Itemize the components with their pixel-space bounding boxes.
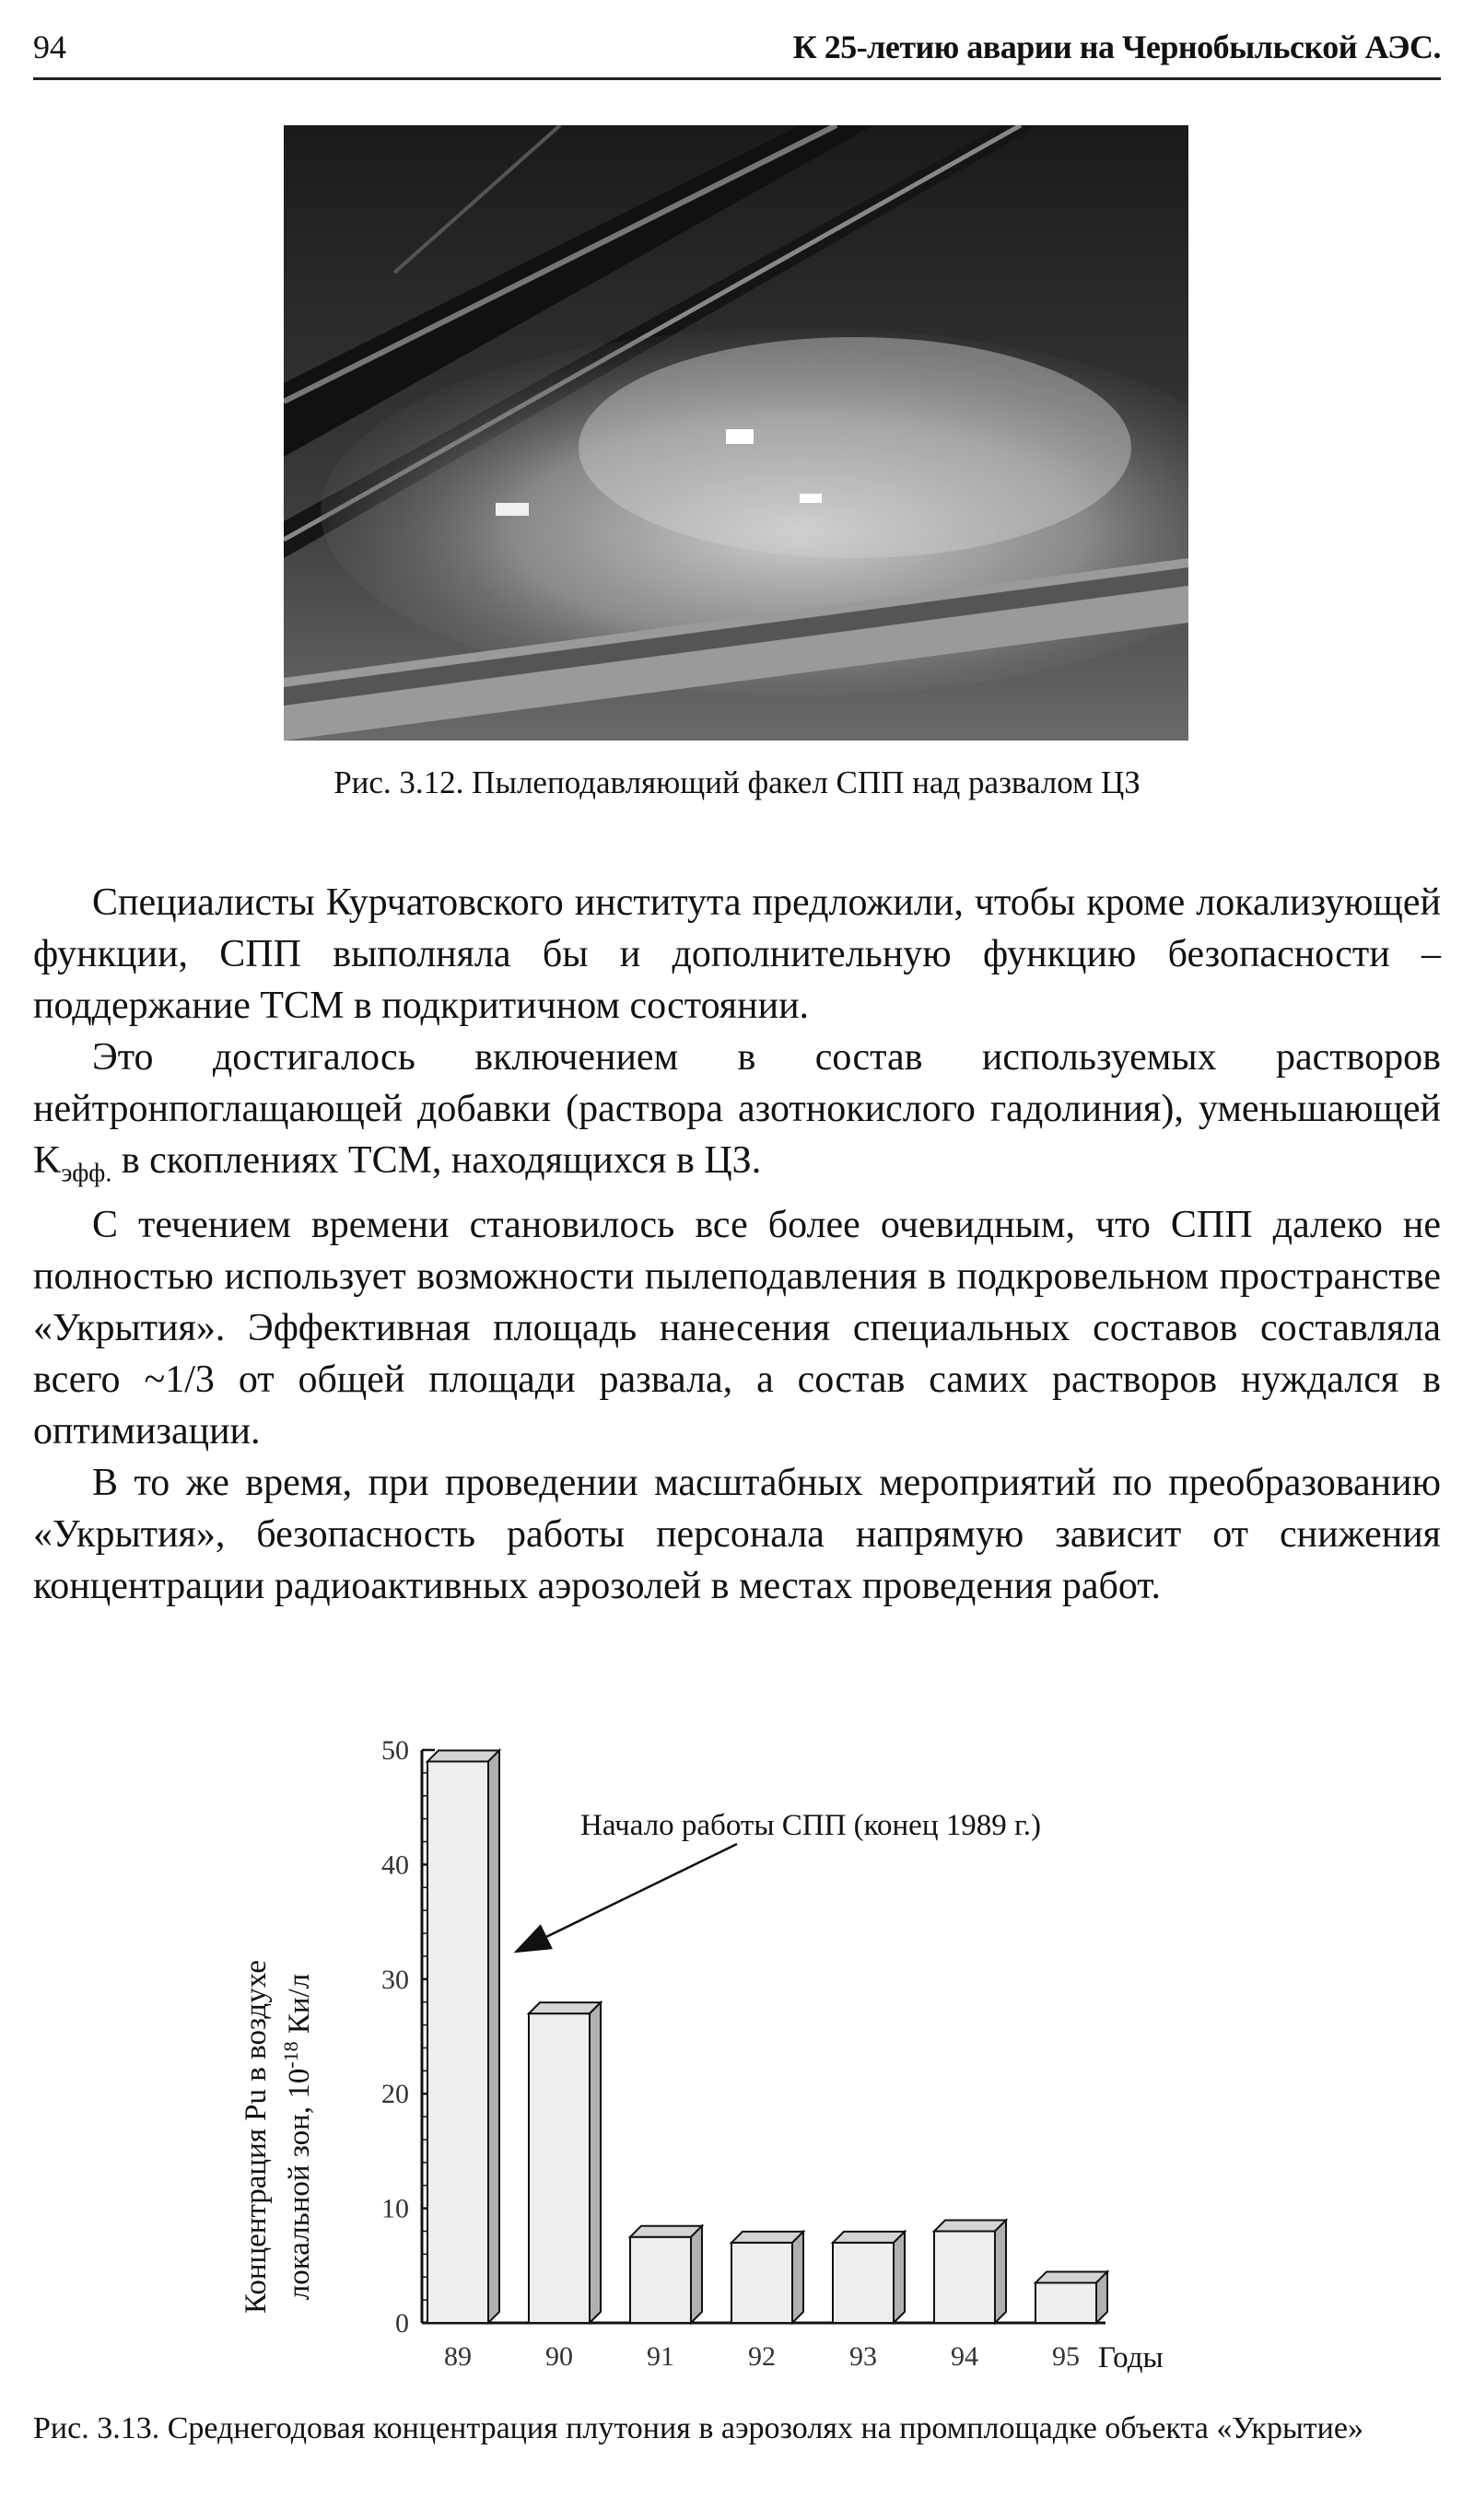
y-axis-title-prefix: локальной зон, 10 [283, 2068, 316, 2301]
bar-side [691, 2226, 702, 2323]
y-tick-label: 30 [381, 1964, 409, 1995]
y-axis-title-exponent: -18 [279, 2041, 302, 2069]
paragraph-4: В то же время, при проведении масштабных мероприятий по преобразованию «Укрытия», безопасность работы персонала напрямую зависит от снижения концентрации радиоактивных аэрозолей в местах проведения работ. [33, 1462, 1441, 1608]
bar-94 [934, 2220, 1006, 2323]
bar-top [1035, 2271, 1107, 2282]
bar-side [995, 2220, 1006, 2323]
bar-top [731, 2232, 803, 2243]
bar-top [833, 2232, 905, 2243]
x-tick-label: 95 [1052, 2341, 1080, 2372]
chart-canvas [184, 1713, 1290, 2395]
bar-top [427, 1750, 499, 1761]
x-tick-label: 91 [647, 2341, 674, 2372]
bar-front [1035, 2282, 1096, 2323]
bar-front [934, 2231, 995, 2323]
bar-92 [731, 2232, 803, 2323]
running-head: К 25-летию аварии на Чернобыльской АЭС. [792, 29, 1441, 65]
paragraph-2-text-b: в скоплениях ТСМ, находящихся в ЦЗ. [111, 1139, 762, 1182]
bar-top [529, 2002, 601, 2013]
y-tick-label: 20 [381, 2079, 409, 2110]
bar-front [731, 2243, 792, 2323]
bar-front [833, 2243, 894, 2323]
bar-91 [630, 2226, 702, 2323]
paragraph-3: С течением времени становилось все более очевидным, что СПП далеко не полностью использует возможности пылеподавления в подкровельном пространстве «Укрытия». Эффективная площадь нанесения специальных составов составляла всего ~1/3 от общей площади развала, а состав самих растворов нуждался в оптимизации. [33, 1204, 1441, 1453]
photo-dust-suppression-spray [284, 125, 1188, 741]
y-tick-label: 40 [381, 1849, 409, 1881]
page-number: 94 [33, 29, 66, 65]
y-tick-label: 0 [395, 2308, 409, 2339]
bar-89 [427, 1750, 499, 2323]
y-tick-label: 50 [381, 1735, 409, 1766]
header-rule [33, 77, 1441, 80]
bar-front [630, 2237, 691, 2323]
bar-top [630, 2226, 702, 2237]
y-tick-label: 10 [381, 2193, 409, 2224]
x-tick-label: 93 [849, 2341, 877, 2372]
paragraph-2 [33, 1032, 1441, 1199]
figure-caption-3-12: Рис. 3.12. Пылеподавляющий факел СПП над развалом ЦЗ [333, 764, 1141, 800]
x-tick-label: 94 [951, 2341, 978, 2372]
chart-annotation: Начало работы СПП (конец 1989 г.) [580, 1809, 1042, 1842]
x-axis-title: Годы [1098, 2341, 1164, 2374]
y-axis-title-unit: Ки/л [283, 1973, 316, 2042]
photo-illustration [284, 125, 1188, 741]
paragraph-2-text-a: Это достигалось включением в состав используемых растворов нейтронпоглащающей добавки (раствора азотнокислого гадолиния), уменьшающей K [33, 1036, 1441, 1182]
bar-chart-plutonium-concentration [184, 1713, 1290, 2395]
bar-93 [833, 2232, 905, 2323]
bar-front [529, 2013, 590, 2323]
bar-front [427, 1761, 488, 2323]
annotation-arrow [518, 1844, 737, 1951]
x-tick-label: 92 [748, 2341, 776, 2372]
bar-side [894, 2232, 905, 2323]
paragraph-2-subscript: эфф. [61, 1159, 112, 1188]
bar-top [934, 2220, 1006, 2231]
bar-side [488, 1750, 499, 2323]
y-axis-title-line-1: Концентрация Pu в воздухе [240, 1959, 273, 2315]
bar-side [792, 2232, 803, 2323]
figure-caption-3-13: Рис. 3.13. Среднегодовая концентрация плутония в аэрозолях на промплощадке объекта «Укрытие» [33, 2411, 1363, 2445]
bar-90 [529, 2002, 601, 2323]
body-text [33, 877, 1441, 1612]
x-tick-label: 90 [545, 2341, 573, 2372]
bar-side [590, 2002, 601, 2323]
paragraph-1: Специалисты Курчатовского института предложили, чтобы кроме локализующей функции, СПП выполняла бы и дополнительную функцию безопасности – поддержание ТСМ в подкритичном состоянии. [33, 881, 1441, 1027]
x-tick-label: 89 [444, 2341, 472, 2372]
chart-x-ticks [444, 2341, 1164, 2374]
bar-95 [1035, 2271, 1107, 2323]
y-axis-title-line-2 [279, 1974, 316, 2300]
